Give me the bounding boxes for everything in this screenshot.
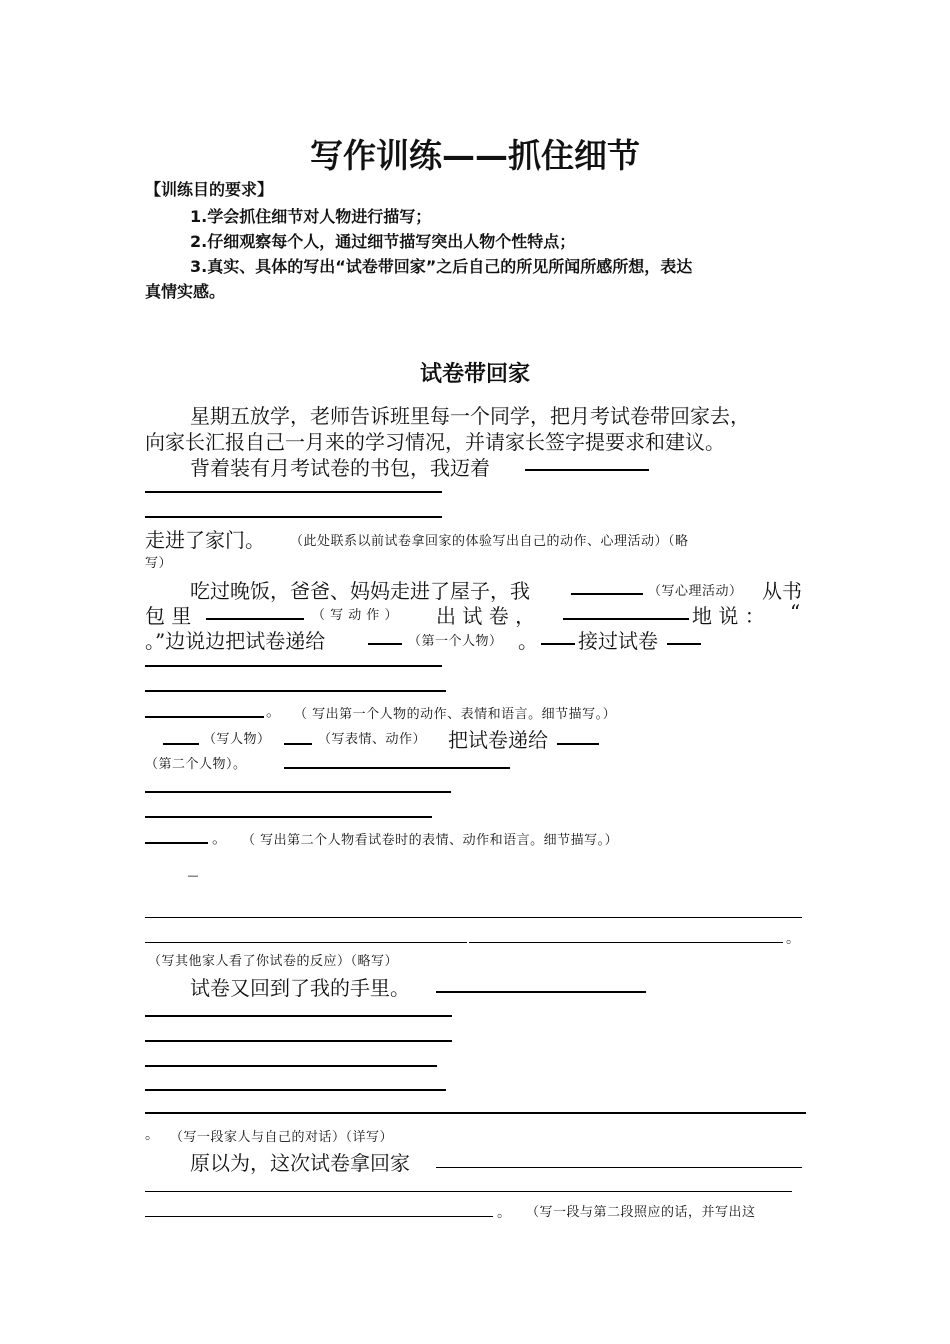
blank-line[interactable] [145,1015,452,1017]
paragraph-4-note-1: （写人物） [203,732,271,747]
paragraph-5-note: （写其他家人看了你试卷的反应）（略写） [148,954,399,969]
paragraph-3-text: 。 [266,702,282,720]
blank-line[interactable] [145,816,432,818]
paragraph-6-text: 。 [145,1127,159,1143]
paragraph-3-note-3: （第一个人物） [408,634,503,649]
requirement-item-2: 2.仔细观察每个人，通过细节描写突出人物个性特点； [190,232,576,251]
paragraph-4-note-3: （第二个人物）。 [145,757,247,772]
paragraph-6-text: 试卷又回到了我的手里。 [190,976,410,1000]
blank-line[interactable] [145,917,802,918]
worksheet-title: 写作训练——抓住细节 [310,136,640,175]
paragraph-3-text: 地 说 ： [692,604,765,628]
paragraph-2-line-1: 背着装有月考试卷的书包，我迈着 [190,456,490,480]
requirement-item-3-cont: 真情实感。 [145,282,226,301]
blank-line[interactable] [284,743,312,745]
blank-line[interactable] [571,593,643,595]
paragraph-4-text: 。 [212,829,228,847]
blank-line[interactable] [145,1089,446,1091]
blank-line[interactable] [145,516,442,518]
paragraph-3-line-1: 吃过晚饭，爸爸、妈妈走进了屋子，我 [190,579,530,603]
paragraph-3-text: 接过试卷 [578,629,658,653]
paragraph-4-note-4: （ 写出第二个人物看试卷时的表情、动作和语言。细节描写。） [242,833,619,848]
blank-line[interactable] [284,767,510,769]
blank-line[interactable] [145,1191,792,1192]
blank-line[interactable] [469,942,783,943]
paragraph-3-text: 从书 [762,579,802,603]
blank-line[interactable] [557,743,599,745]
paragraph-3-text: 出 试 卷 ， [436,604,536,628]
blank-line[interactable] [145,1040,452,1042]
requirement-item-1: 1.学会抓住细节对人物进行描写； [190,207,432,226]
story-title: 试卷带回家 [419,362,530,387]
paragraph-6-note: （写一段家人与自己的对话）（详写） [170,1130,394,1145]
paragraph-1-line-2: 向家长汇报自己一月来的学习情况，并请家长签字提要求和建议。 [145,430,725,454]
blank-line[interactable] [145,665,442,667]
blank-line[interactable] [563,618,689,620]
blank-line[interactable] [206,618,304,620]
paragraph-3-note-2: （ 写 动 作 ） [312,608,399,623]
paragraph-5-dash: _ [188,853,198,877]
blank-line[interactable] [145,716,264,718]
blank-line[interactable] [163,743,199,745]
paragraph-3-text: “ [790,600,801,624]
paragraph-5-text: 。 [786,931,800,947]
blank-line[interactable] [145,1216,493,1217]
paragraph-3-text: 。”边说边把试卷递给 [145,629,326,653]
paragraph-4-text: 把试卷递给 [448,728,548,752]
paragraph-7-note: （写一段与第二段照应的话，并写出这 [526,1205,756,1220]
paragraph-4-note-2: （写表情、动作） [318,732,427,747]
paragraph-1-line-1: 星期五放学，老师告诉班里每一个同学，把月考试卷带回家去， [190,404,750,428]
blank-line[interactable] [145,791,451,793]
blank-line[interactable] [541,643,575,645]
blank-line[interactable] [525,469,649,471]
paragraph-2-note: （此处联系以前试卷拿回家的体验写出自己的动作、心理活动）（略 [290,534,689,549]
blank-line[interactable] [145,1112,806,1114]
paragraph-7-text: 。 [497,1205,511,1221]
blank-line[interactable] [436,1167,802,1168]
paragraph-3-text: 包 里 [145,604,192,628]
requirements-heading: 【训练目的要求】 [145,180,274,199]
blank-line[interactable] [145,1065,437,1067]
paragraph-3-note-1: （写心理活动） [648,584,743,599]
paragraph-2-note-cont: 写） [145,556,173,571]
blank-line[interactable] [145,690,446,692]
blank-line[interactable] [145,942,467,943]
blank-line[interactable] [436,991,646,993]
blank-line[interactable] [368,643,402,645]
blank-line[interactable] [145,491,442,493]
paragraph-3-note-4: （ 写出第一个人物的动作、表情和语言。细节描写。） [294,707,617,722]
blank-line[interactable] [667,643,701,645]
paragraph-3-text: 。 [518,629,538,653]
requirement-item-3: 3.真实、具体的写出“试卷带回家”之后自己的所见所闻所感所想，表达 [190,257,693,276]
blank-line[interactable] [145,842,208,844]
paragraph-2-text: 走进了家门。 [145,528,265,552]
paragraph-7-text: 原以为，这次试卷拿回家 [190,1151,410,1175]
